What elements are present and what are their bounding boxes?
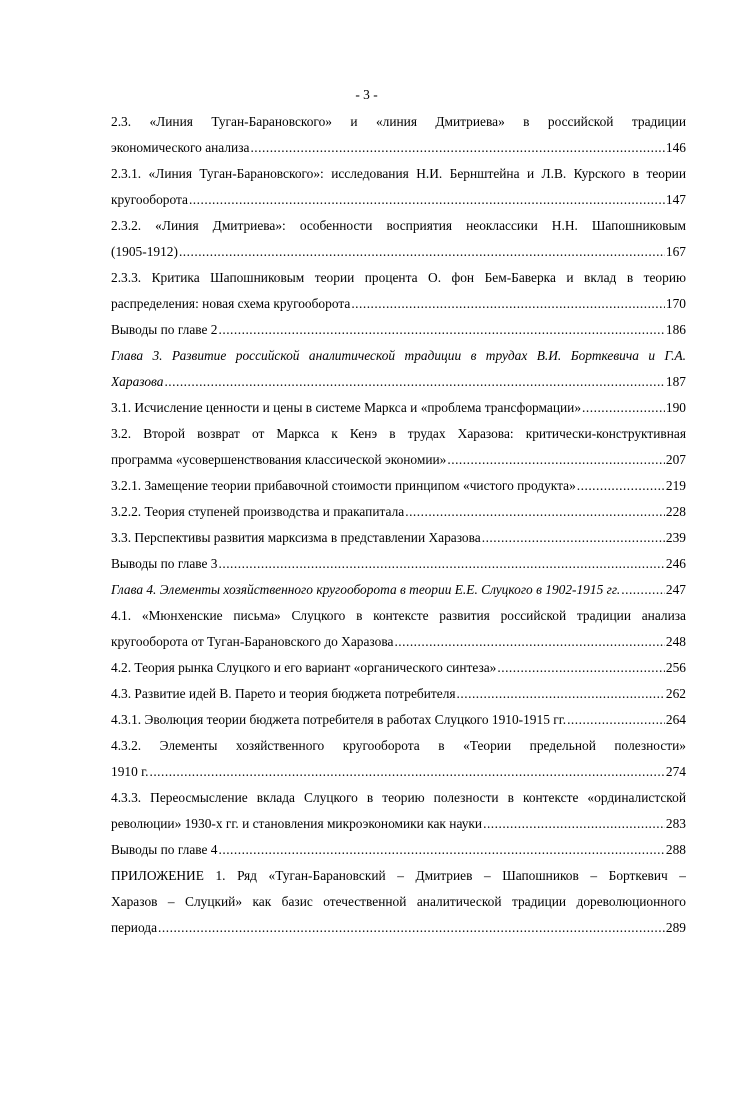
- toc-entry-page: 187: [665, 374, 686, 389]
- toc-entry-page: 228: [665, 504, 686, 519]
- toc-entry-page: 246: [665, 556, 686, 571]
- toc-entry-title: 3.3. Перспективы развития марксизма в представлении Харазова: [111, 530, 481, 545]
- toc-entry-page: 167: [665, 244, 686, 259]
- toc-line: 2.3. «Линия Туган-Барановского» и «линия Дмитриева» в российской традиции: [111, 114, 686, 129]
- toc-entry: [111, 763, 686, 781]
- toc-entry: [111, 633, 686, 651]
- toc-entry-title: 3.2.2. Теория ступеней производства и пракапитала: [111, 504, 405, 519]
- toc-entry-title: периода: [111, 920, 158, 935]
- toc-line: 2.3.3. Критика Шапошниковым теории процента О. фон Бем-Баверка и вклад в теорию: [111, 270, 686, 285]
- toc-entry-title: Выводы по главе 3: [111, 556, 218, 571]
- toc-entry: [111, 841, 686, 859]
- toc-entry-page: 288: [665, 842, 686, 857]
- toc-entry: [111, 399, 686, 417]
- toc-entry: [111, 711, 686, 729]
- toc-line: 2.3.1. «Линия Туган-Барановского»: исследования Н.И. Бернштейна и Л.В. Курского в теории: [111, 166, 686, 181]
- toc-entry-title: 4.3.1. Эволюция теории бюджета потребителя в работах Слуцкого 1910-1915 гг.: [111, 712, 567, 727]
- toc-entry: [111, 139, 686, 157]
- toc-entry: [111, 529, 686, 547]
- toc-entry: [111, 321, 686, 339]
- toc-entry: [111, 295, 686, 313]
- toc-entry: [111, 191, 686, 209]
- toc-entry: [111, 555, 686, 573]
- toc-entry-page: 219: [665, 478, 686, 493]
- toc-entry-title: Выводы по главе 2: [111, 322, 218, 337]
- toc-entry-title: экономического анализа: [111, 140, 250, 155]
- toc-entry-page: 186: [665, 322, 686, 337]
- toc-entry-title: 3.2.1. Замещение теории прибавочной стоимости принципом «чистого продукта»: [111, 478, 576, 493]
- toc-entry-title: Выводы по главе 4: [111, 842, 218, 857]
- toc-entry-page: 264: [665, 712, 686, 727]
- toc-appendix-entry: [111, 919, 686, 937]
- toc-entry: [111, 659, 686, 677]
- toc-line: 4.1. «Мюнхенские письма» Слуцкого в контексте развития российской традиции анализа: [111, 608, 686, 623]
- toc-entry-title: распределения: новая схема кругооборота: [111, 296, 351, 311]
- toc-entry-page: 190: [665, 400, 686, 415]
- toc-entry-title: Харазова: [111, 374, 164, 389]
- toc-line: 2.3.2. «Линия Дмитриева»: особенности восприятия неоклассики Н.Н. Шапошниковым: [111, 218, 686, 233]
- toc-entry-title: 3.1. Исчисление ценности и цены в системе Маркса и «проблема трансформации»: [111, 400, 582, 415]
- toc-entry-title: кругооборота: [111, 192, 188, 207]
- toc-entry-title: 4.3. Развитие идей В. Парето и теория бюджета потребителя: [111, 686, 456, 701]
- toc-entry-page: 147: [665, 192, 686, 207]
- toc-entry: [111, 815, 686, 833]
- toc-entry-page: 170: [665, 296, 686, 311]
- toc-entry-title: Глава 4. Элементы хозяйственного кругооборота в теории Е.Е. Слуцкого в 1902-1915 гг.: [111, 582, 621, 597]
- toc-entry: [111, 243, 686, 261]
- toc-entry-title: революции» 1930-х гг. и становления микроэкономики как науки: [111, 816, 483, 831]
- toc-entry-title: (1905-1912): [111, 244, 178, 259]
- toc-entry-page: 262: [665, 686, 686, 701]
- toc-appendix-line: Харазов – Слуцкий» как базис отечественной аналитической традиции дореволюционного: [111, 894, 686, 909]
- toc-entry-page: 274: [665, 764, 686, 779]
- toc-entry-page: 146: [665, 140, 686, 155]
- toc-line: 4.3.3. Переосмысление вклада Слуцкого в теорию полезности в контексте «ординалистской: [111, 790, 686, 805]
- toc-entry-title: 4.2. Теория рынка Слуцкого и его вариант «органического синтеза»: [111, 660, 497, 675]
- toc-line: 4.3.2. Элементы хозяйственного кругооборота в «Теории предельной полезности»: [111, 738, 686, 753]
- toc-entry-title: кругооборота от Туган-Барановского до Харазова: [111, 634, 394, 649]
- toc-entry: [111, 373, 686, 391]
- toc-entry-page: 207: [665, 452, 686, 467]
- page-number: - 3 -: [355, 87, 378, 102]
- toc-entry-page: 289: [665, 920, 686, 935]
- toc-entry-title: 1910 г.: [111, 764, 149, 779]
- toc-entry-page: 256: [665, 660, 686, 675]
- toc-entry-page: 239: [665, 530, 686, 545]
- toc-entry: [111, 477, 686, 495]
- toc-entry-title: программа «усовершенствования классической экономии»: [111, 452, 447, 467]
- toc-chapter-entry: [111, 581, 686, 599]
- toc-entry-page: 248: [665, 634, 686, 649]
- toc-entry: [111, 685, 686, 703]
- toc-entry-page: 283: [665, 816, 686, 831]
- toc-appendix-line: ПРИЛОЖЕНИЕ 1. Ряд «Туган-Барановский – Дмитриев – Шапошников – Борткевич –: [111, 868, 686, 883]
- toc-entry: [111, 451, 686, 469]
- toc-chapter-line: Глава 3. Развитие российской аналитической традиции в трудах В.И. Борткевича и Г.А.: [111, 348, 686, 363]
- toc-entry: [111, 503, 686, 521]
- toc-entry-page: 247: [665, 582, 686, 597]
- toc-line: 3.2. Второй возврат от Маркса к Кенэ в трудах Харазова: критически-конструктивная: [111, 426, 686, 441]
